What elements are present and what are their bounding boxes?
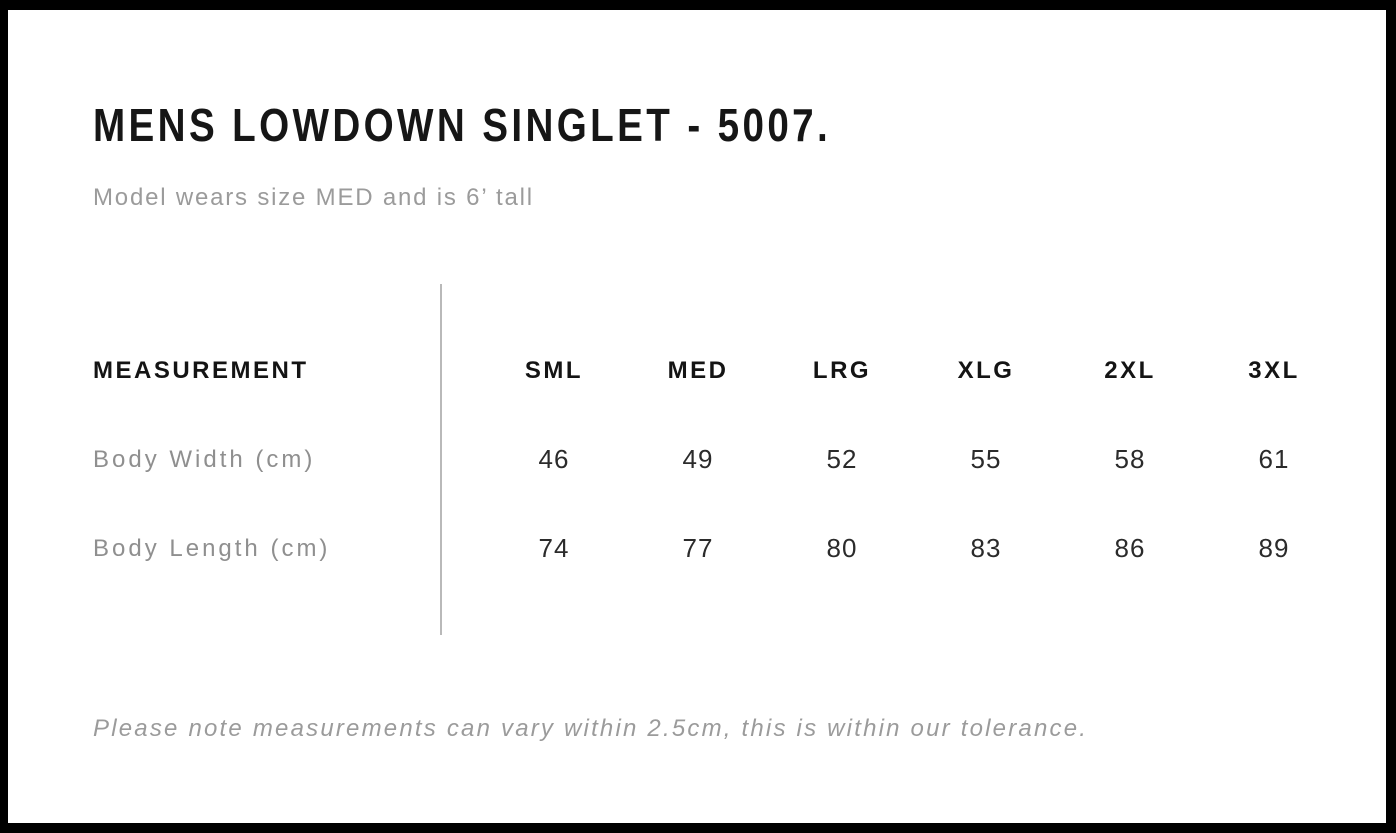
tolerance-note: Please note measurements can vary within 2.5cm, this is within our tolerance. — [93, 715, 1089, 742]
body-length-2xl: 86 — [1114, 533, 1146, 563]
model-size-note: Model wears size MED and is 6’ tall — [93, 184, 534, 211]
body-length-lrg: 80 — [826, 533, 858, 563]
table-divider-line — [440, 284, 442, 635]
body-width-lrg: 52 — [826, 444, 858, 474]
size-header-sml: SML — [524, 356, 584, 384]
size-guide-page — [8, 10, 1386, 823]
body-length-sml: 74 — [538, 533, 570, 563]
body-width-3xl: 61 — [1258, 444, 1290, 474]
body-width-sml: 46 — [538, 444, 570, 474]
row-label-body-length: Body Length (cm) — [93, 534, 331, 562]
size-chart-header-row — [93, 326, 1346, 415]
size-guide-content — [8, 10, 1386, 743]
body-length-med: 77 — [682, 533, 714, 563]
table-row-body-width — [93, 415, 1346, 504]
body-length-3xl: 89 — [1258, 533, 1290, 563]
body-length-xlg: 83 — [970, 533, 1002, 563]
table-row-body-length — [93, 504, 1346, 593]
body-width-xlg: 55 — [970, 444, 1002, 474]
measurement-column-header: MEASUREMENT — [93, 356, 309, 384]
size-chart-table — [93, 284, 1346, 635]
body-width-2xl: 58 — [1114, 444, 1146, 474]
size-header-2xl: 2XL — [1104, 356, 1156, 384]
row-label-body-width: Body Width (cm) — [93, 445, 316, 473]
product-title: MENS LOWDOWN SINGLET - 5007. — [93, 99, 832, 151]
size-header-xlg: XLG — [957, 356, 1015, 384]
body-width-med: 49 — [682, 444, 714, 474]
size-header-lrg: LRG — [812, 356, 872, 384]
size-header-3xl: 3XL — [1248, 356, 1300, 384]
size-header-med: MED — [667, 356, 729, 384]
